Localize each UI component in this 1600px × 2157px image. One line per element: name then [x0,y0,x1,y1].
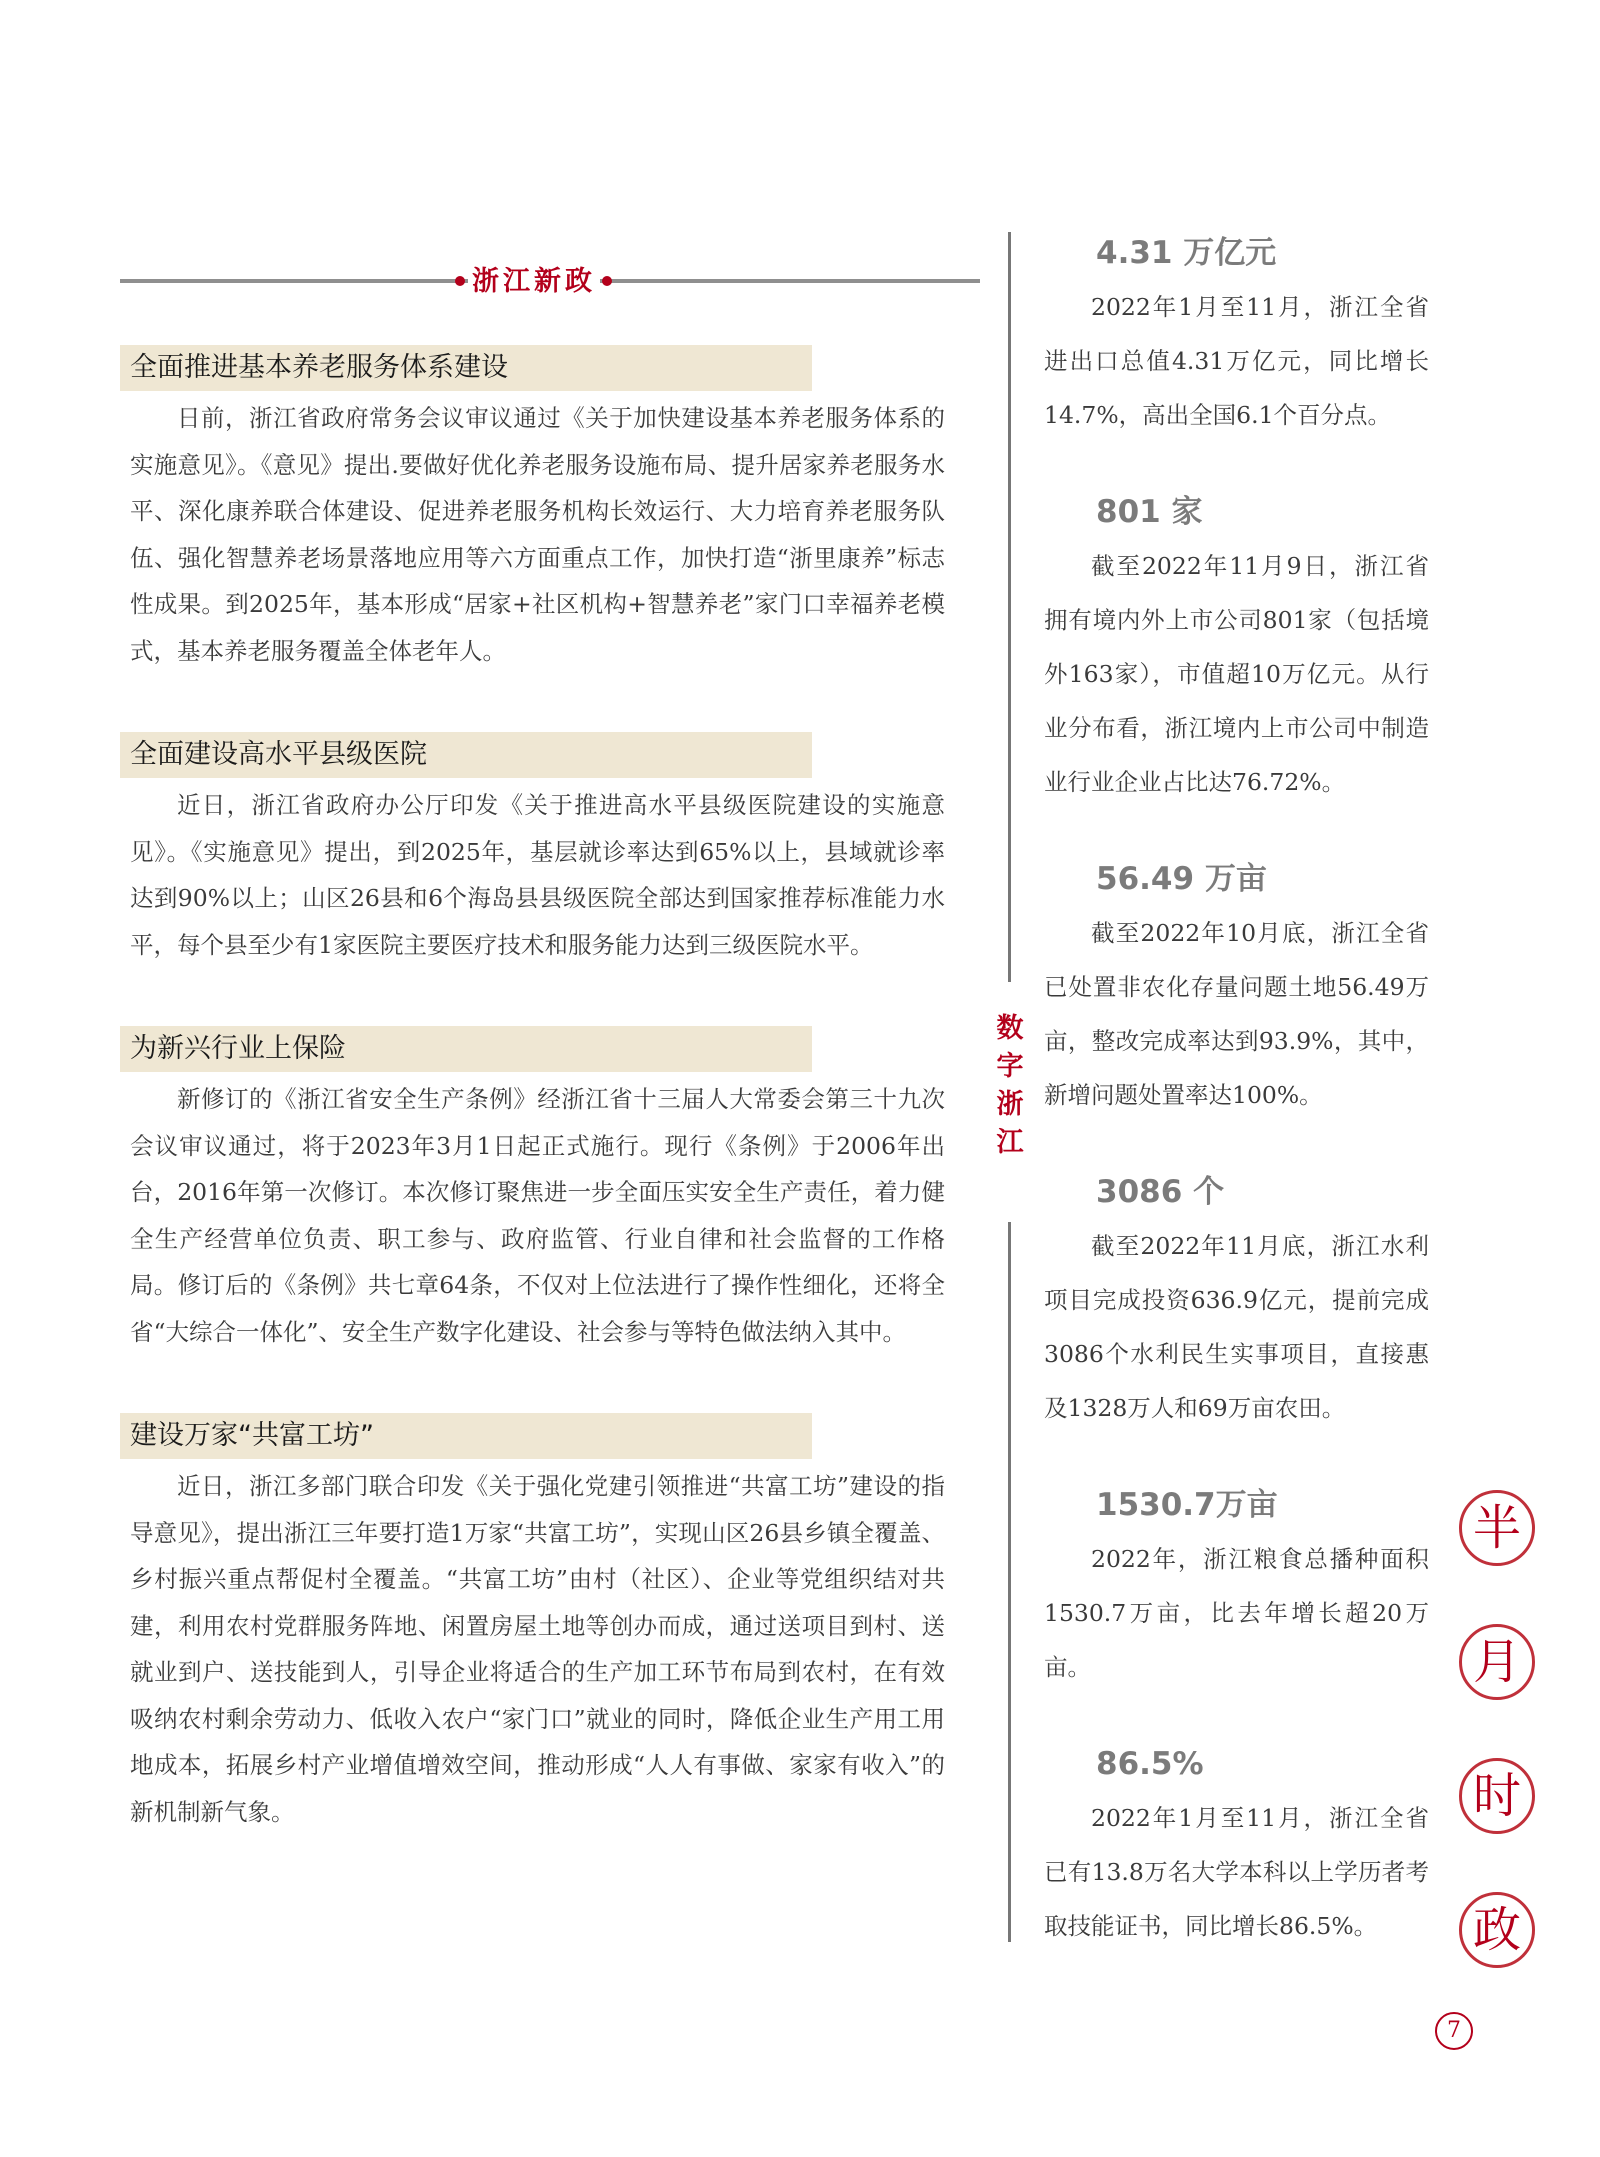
article-title: 建设万家“共富工坊” [120,1413,812,1459]
article-title: 为新兴行业上保险 [120,1026,812,1072]
sidebar-label-char: 数 [996,1013,1024,1044]
stat-item [1044,232,1429,442]
stat-value: 801 家 [1096,494,1203,530]
stat-value: 4.31 万亿元 [1096,235,1277,271]
article-body: 新修订的《浙江省安全生产条例》经浙江省十三届人大常委会第三十九次会议审议通过，将于2023年3月1日起正式施行。现行《条例》于2006年出台，2016年第一次修订。本次修订聚焦进一步全面压实安全生产责任，着力健全生产经营单位负责、职工参与、政府监管、行业自律和社会监督的工作格局。修订后的《条例》共七章64条，不仅对上位法进行了操作性细化，还将全省“大综合一体化”、安全生产数字化建设、社会参与等特色做法纳入其中。 [130,1085,945,1346]
seal-char: 政 [1459,1892,1535,1968]
column-divider-bottom [1008,1222,1011,1942]
stat-text: 2022年1月至11月，浙江全省进出口总值4.31万亿元，同比增长14.7%，高出全国6.1个百分点。 [1044,293,1429,429]
seal-char: 时 [1459,1758,1535,1834]
column-divider-top [1008,232,1011,982]
banner-dot-left [455,276,465,286]
stat-text: 2022年，浙江粮食总播种面积1530.7万亩，比去年增长超20万亩。 [1044,1545,1429,1681]
article-title: 全面建设高水平县级医院 [120,732,812,778]
sidebar-label-char: 浙 [996,1089,1024,1120]
stat-text: 截至2022年10月底，浙江全省已处置非农化存量问题土地56.49万亩，整改完成率达到93.9%，其中，新增问题处置率达100%。 [1044,919,1429,1109]
page-number: 7 [1435,2012,1473,2050]
article-safety [120,1026,950,1355]
stat-item [1044,858,1429,1122]
stat-item [1044,1743,1429,1953]
article-hospital [120,732,950,968]
news-column [120,345,950,1893]
article-pension [120,345,950,674]
article-body: 近日，浙江省政府办公厅印发《关于推进高水平县级医院建设的实施意见》。《实施意见》提出，到2025年，基层就诊率达到65%以上，县域就诊率达到90%以上；山区26县和6个海岛县县级医院全部达到国家推荐标准能力水平，每个县至少有1家医院主要医疗技术和服务能力达到三级医院水平。 [130,791,945,959]
article-title: 全面推进基本养老服务体系建设 [120,345,812,391]
seal-char: 月 [1459,1624,1535,1700]
section-title: 浙江新政 [468,262,600,302]
stat-item [1044,1171,1429,1435]
sidebar-label [992,1010,1028,1162]
stat-item [1044,1484,1429,1694]
stat-text: 2022年1月至11月，浙江全省已有13.8万名大学本科以上学历者考取技能证书，同比增长86.5%。 [1044,1804,1429,1940]
stat-item [1044,491,1429,809]
sidebar-label-char: 江 [996,1127,1024,1158]
stat-value: 3086 个 [1096,1174,1225,1210]
stats-column [1044,232,1429,2002]
stat-text: 截至2022年11月9日，浙江省拥有境内外上市公司801家（包括境外163家），市值超10万亿元。从行业分布看，浙江境内上市公司中制造业行业企业占比达76.72%。 [1044,552,1429,796]
article-workshop [120,1413,950,1835]
column-seal [1459,1490,1539,2026]
article-body: 日前，浙江省政府常务会议审议通过《关于加快建设基本养老服务体系的实施意见》。《意见》提出.要做好优化养老服务设施布局、提升居家养老服务水平、深化康养联合体建设、促进养老服务机构长效运行、大力培育养老服务队伍、强化智慧养老场景落地应用等六方面重点工作，加快打造“浙里康养”标志性成果。到2025年，基本形成“居家+社区机构+智慧养老”家门口幸福养老模式，基本养老服务覆盖全体老年人。 [130,404,945,665]
stat-value: 86.5% [1096,1746,1204,1782]
banner-dot-right [602,276,612,286]
sidebar-label-char: 字 [996,1051,1024,1082]
article-body: 近日，浙江多部门联合印发《关于强化党建引领推进“共富工坊”建设的指导意见》，提出浙江三年要打造1万家“共富工坊”，实现山区26县乡镇全覆盖、乡村振兴重点帮促村全覆盖。“共富工坊”由村（社区）、企业等党组织结对共建，利用农村党群服务阵地、闲置房屋土地等创办而成，通过送项目到村、送就业到户、送技能到人，引导企业将适合的生产加工环节布局到农村，在有效吸纳农村剩余劳动力、低收入农户“家门口”就业的同时，降低企业生产用工用地成本，拓展乡村产业增值增效空间，推动形成“人人有事做、家家有收入”的新机制新气象。 [130,1472,945,1826]
stat-value: 56.49 万亩 [1096,861,1267,897]
stat-value: 1530.7万亩 [1096,1487,1278,1523]
seal-char: 半 [1459,1490,1535,1566]
stat-text: 截至2022年11月底，浙江水利项目完成投资636.9亿元，提前完成3086个水利民生实事项目，直接惠及1328万人和69万亩农田。 [1044,1232,1429,1422]
